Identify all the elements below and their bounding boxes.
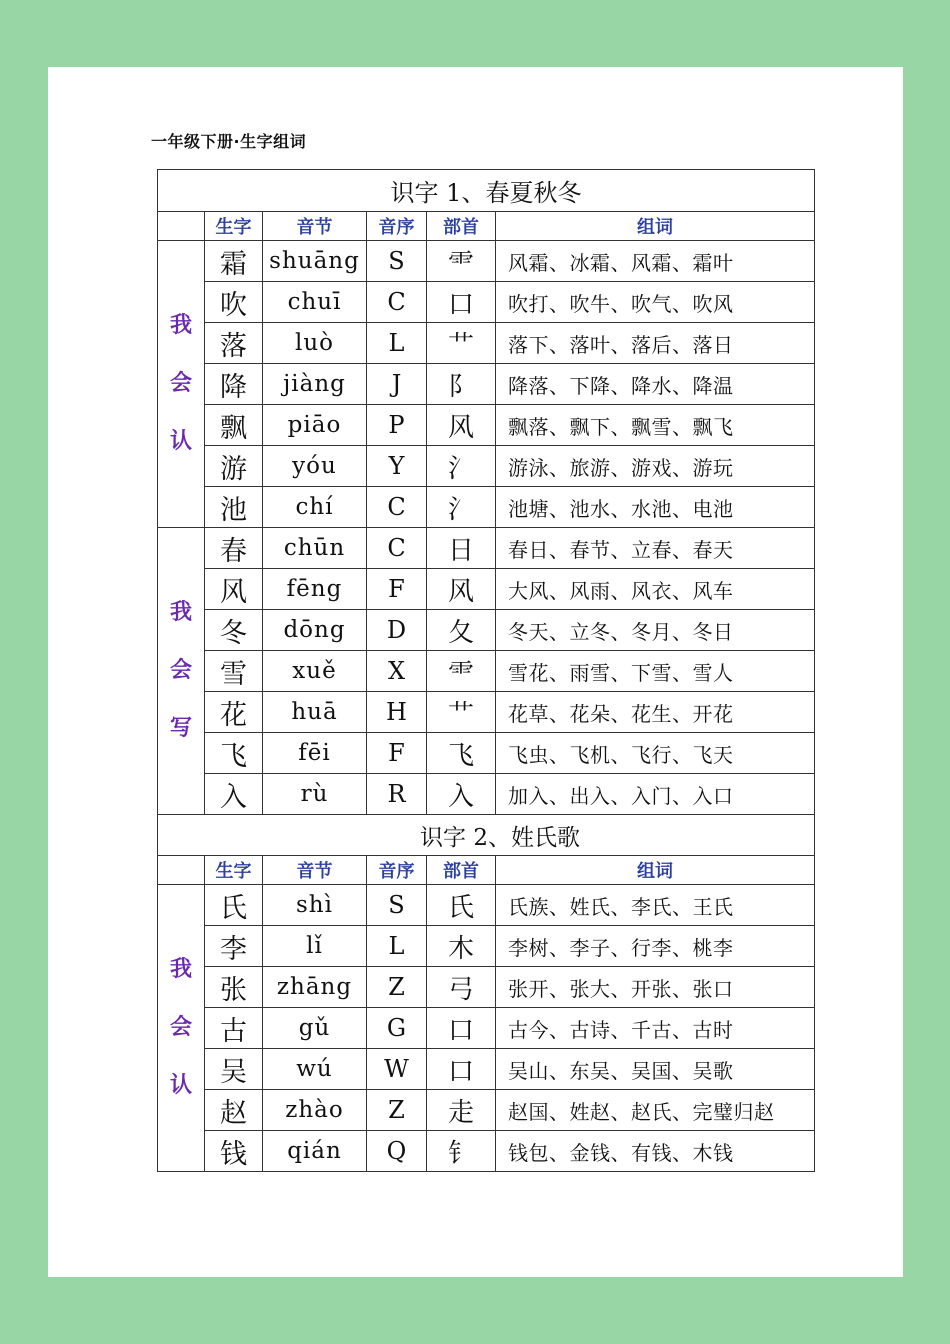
section-title-row [158,815,815,856]
radical-cell: 飞 [427,733,496,774]
pinyin-cell: jiàng [263,364,367,405]
letter-cell: J [367,364,427,405]
words-cell: 古今、古诗、千古、古时 [496,1008,815,1049]
letter-cell: S [367,241,427,282]
letter-cell: L [367,926,427,967]
char-cell: 飞 [205,733,263,774]
group-label-char: 会 [169,658,192,683]
pinyin-cell: huā [263,692,367,733]
char-cell: 雪 [205,651,263,692]
col-radical-header: 部首 [427,212,496,241]
table-row [158,487,815,528]
radical-cell: 氵 [427,487,496,528]
letter-cell: Q [367,1131,427,1172]
words-cell: 落下、落叶、落后、落日 [496,323,815,364]
table-row [158,528,815,569]
letter-cell: Y [367,446,427,487]
words-cell: 张开、张大、开张、张口 [496,967,815,1008]
words-cell: 风霜、冰霜、风霜、霜叶 [496,241,815,282]
group-label-char: 认 [169,429,192,454]
letter-cell: X [367,651,427,692]
group-label [158,241,205,528]
letter-cell: Z [367,967,427,1008]
radical-cell: 弓 [427,967,496,1008]
char-cell: 降 [205,364,263,405]
table-row [158,1049,815,1090]
table-row [158,282,815,323]
radical-cell: 入 [427,774,496,815]
table-row [158,364,815,405]
letter-cell: P [367,405,427,446]
table-row [158,733,815,774]
pinyin-cell: gǔ [263,1008,367,1049]
pinyin-cell: zhào [263,1090,367,1131]
letter-cell: Z [367,1090,427,1131]
table-row [158,885,815,926]
pinyin-cell: xuě [263,651,367,692]
table-row [158,569,815,610]
worksheet-page [48,67,903,1277]
radical-cell: 氏 [427,885,496,926]
col-letter-header: 音序 [367,212,427,241]
group-label-char: 写 [169,716,192,741]
char-cell: 张 [205,967,263,1008]
char-cell: 古 [205,1008,263,1049]
char-cell: 霜 [205,241,263,282]
vocab-table [157,169,815,1172]
char-cell: 游 [205,446,263,487]
radical-cell: 走 [427,1090,496,1131]
radical-cell: 夂 [427,610,496,651]
col-words-header: 组词 [496,212,815,241]
col-pinyin-header: 音节 [263,212,367,241]
table-row [158,405,815,446]
group-label-char: 我 [169,957,192,982]
table-row [158,692,815,733]
col-char-header: 生字 [205,212,263,241]
letter-cell: L [367,323,427,364]
table-row [158,1090,815,1131]
column-header-row [158,856,815,885]
table-row [158,1131,815,1172]
letter-cell: D [367,610,427,651]
char-cell: 春 [205,528,263,569]
words-cell: 飞虫、飞机、飞行、飞天 [496,733,815,774]
radical-cell: 木 [427,926,496,967]
table-row [158,241,815,282]
col-radical-header: 部首 [427,856,496,885]
table-row [158,610,815,651]
char-cell: 吴 [205,1049,263,1090]
words-cell: 加入、出入、入门、入口 [496,774,815,815]
group-label-char: 会 [169,371,192,396]
words-cell: 冬天、立冬、冬月、冬日 [496,610,815,651]
words-cell: 降落、下降、降水、降温 [496,364,815,405]
group-label [158,885,205,1172]
col-words-header: 组词 [496,856,815,885]
words-cell: 游泳、旅游、游戏、游玩 [496,446,815,487]
pinyin-cell: dōng [263,610,367,651]
char-cell: 飘 [205,405,263,446]
char-cell: 赵 [205,1090,263,1131]
pinyin-cell: fēi [263,733,367,774]
pinyin-cell: piāo [263,405,367,446]
pinyin-cell: fēng [263,569,367,610]
letter-cell: F [367,569,427,610]
radical-cell: 艹 [427,323,496,364]
radical-cell: 日 [427,528,496,569]
radical-cell: 氵 [427,446,496,487]
table-row [158,323,815,364]
words-cell: 春日、春节、立春、春天 [496,528,815,569]
radical-cell: ⻗ [427,241,496,282]
column-header-row [158,212,815,241]
char-cell: 池 [205,487,263,528]
section-title-row [158,170,815,212]
pinyin-cell: shì [263,885,367,926]
pinyin-cell: yóu [263,446,367,487]
pinyin-cell: chuī [263,282,367,323]
side-label-spacer [158,856,205,885]
pinyin-cell: wú [263,1049,367,1090]
side-label-spacer [158,212,205,241]
char-cell: 花 [205,692,263,733]
char-cell: 吹 [205,282,263,323]
pinyin-cell: shuāng [263,241,367,282]
table-row [158,926,815,967]
letter-cell: C [367,528,427,569]
col-letter-header: 音序 [367,856,427,885]
group-label-char: 我 [169,600,192,625]
pinyin-cell: chūn [263,528,367,569]
words-cell: 吴山、东吴、吴国、吴歌 [496,1049,815,1090]
letter-cell: C [367,282,427,323]
col-char-header: 生字 [205,856,263,885]
words-cell: 池塘、池水、水池、电池 [496,487,815,528]
pinyin-cell: chí [263,487,367,528]
table-row [158,967,815,1008]
words-cell: 氏族、姓氏、李氏、王氏 [496,885,815,926]
words-cell: 赵国、姓赵、赵氏、完璧归赵 [496,1090,815,1131]
table-row [158,774,815,815]
words-cell: 大风、风雨、风衣、风车 [496,569,815,610]
char-cell: 钱 [205,1131,263,1172]
letter-cell: G [367,1008,427,1049]
words-cell: 钱包、金钱、有钱、木钱 [496,1131,815,1172]
table-row [158,651,815,692]
radical-cell: ⻗ [427,651,496,692]
char-cell: 李 [205,926,263,967]
words-cell: 花草、花朵、花生、开花 [496,692,815,733]
letter-cell: W [367,1049,427,1090]
page-header: 一年级下册·生字组词 [151,132,307,151]
words-cell: 飘落、飘下、飘雪、飘飞 [496,405,815,446]
words-cell: 李树、李子、行李、桃李 [496,926,815,967]
letter-cell: C [367,487,427,528]
pinyin-cell: zhāng [263,967,367,1008]
radical-cell: 口 [427,1008,496,1049]
radical-cell: 阝 [427,364,496,405]
char-cell: 风 [205,569,263,610]
col-pinyin-header: 音节 [263,856,367,885]
radical-cell: 口 [427,1049,496,1090]
group-label-char: 我 [169,313,192,338]
group-label-char: 会 [169,1015,192,1040]
group-label-char: 认 [169,1073,192,1098]
table-row [158,446,815,487]
letter-cell: F [367,733,427,774]
char-cell: 冬 [205,610,263,651]
section-title: 识字 1、春夏秋冬 [158,170,815,212]
char-cell: 入 [205,774,263,815]
radical-cell: 钅 [427,1131,496,1172]
letter-cell: S [367,885,427,926]
pinyin-cell: qián [263,1131,367,1172]
letter-cell: R [367,774,427,815]
section-title: 识字 2、姓氏歌 [158,815,815,856]
group-label [158,528,205,815]
words-cell: 雪花、雨雪、下雪、雪人 [496,651,815,692]
radical-cell: 风 [427,569,496,610]
radical-cell: 艹 [427,692,496,733]
table-row [158,1008,815,1049]
char-cell: 氏 [205,885,263,926]
radical-cell: 风 [427,405,496,446]
radical-cell: 口 [427,282,496,323]
pinyin-cell: luò [263,323,367,364]
words-cell: 吹打、吹牛、吹气、吹风 [496,282,815,323]
pinyin-cell: lǐ [263,926,367,967]
letter-cell: H [367,692,427,733]
char-cell: 落 [205,323,263,364]
pinyin-cell: rù [263,774,367,815]
